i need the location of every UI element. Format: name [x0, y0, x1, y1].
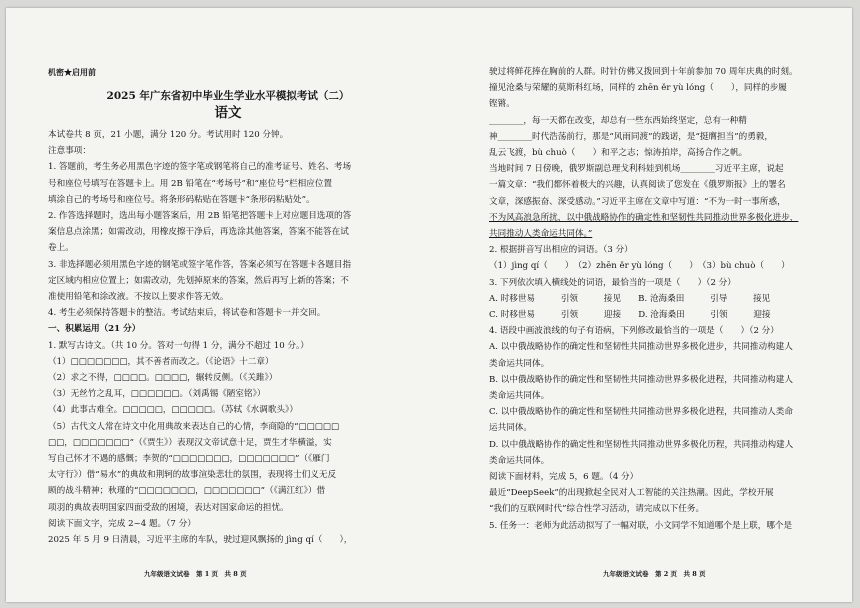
- passage-line: 当地时间 7 日傍晚，俄罗斯副总理戈利科娃到机场________习近平主席，说起: [489, 164, 784, 175]
- section-heading: 一、积累运用（21 分）: [48, 324, 141, 335]
- passage-line: 文章，深感振奋、深受感动。”习近平主席在文章中写道：“不为一时一事所惑，: [489, 196, 786, 207]
- instruction-line: 1. 答题前，考生务必用黑色字迹的签字笔或钢笔将自己的准考证号、姓名、考场: [48, 162, 352, 173]
- question-3: 3. 下列依次填入横线处的词语，最恰当的一项是（ ）（2 分）: [489, 277, 736, 288]
- question-line: 太守行》）借“易水”的典故和荆轲的故事渲染悲壮的氛围，表现将士们义无反: [48, 470, 337, 481]
- passage-line: 一篇文章：“我们都怀着极大的兴趣，认真阅读了您发在《俄罗斯报》上的署名: [489, 180, 786, 191]
- option-line: D. 以中俄战略协作的确定性和坚韧性共同推动世界多极化历程，共同推动构建人: [489, 439, 794, 450]
- page-1: [48, 8, 408, 602]
- page-2: [489, 8, 834, 602]
- confidential-mark: 机密★启用前: [48, 67, 96, 77]
- instruction-line: 号和座位号填写在答题卡上。用 2B 铅笔在“考场号”和“座位号”栏相应位置: [48, 178, 333, 189]
- question-2: 2. 根据拼音写出相应的词语。（3 分）: [489, 245, 633, 256]
- instruction-line: 3. 非选择题必须用黑色字迹的钢笔或签字笔作答，答案必须写在答题卡各题目指: [48, 259, 352, 270]
- question-line: 1. 默写古诗文。（共 10 分。答对一句得 1 分，满分不超过 10 分。）: [48, 340, 309, 351]
- question-4: 4. 语段中画波浪线的句子有语病，下列修改最恰当的一项是（ ）（2 分）: [489, 326, 779, 337]
- question-5: 5. 任务一：老师为此活动拟写了一幅对联，小文同学不知道哪个是上联，哪个是: [489, 520, 793, 531]
- option-line: 运共同体。: [489, 423, 532, 434]
- reading-intro: 阅读下面材料，完成 5，6 题。（4 分）: [489, 472, 639, 483]
- passage-line-underlined: 不为风高浪急所扰，以中俄战略协作的确定性和坚韧性共同推动世界多极化进步，: [489, 212, 799, 223]
- exam-title: 2025 年广东省初中毕业生学业水平模拟考试（二）: [106, 90, 350, 102]
- question-line: 顾的战斗精神；秋瑾的“□□□□□□□，□□□□□□□”（《满江红》）借: [48, 486, 326, 497]
- question-line: （5）古代文人常在诗文中化用典故来表达自己的心情，李商隐的“□□□□□: [48, 421, 340, 432]
- option-line: C. 以中俄战略协作的确定性和坚韧性共同推动世界多极化进程，共同推动人类命: [489, 407, 793, 418]
- passage-line: ________，每一天都在改变，却总有一些东西始终坚定，总有一种精: [489, 115, 747, 126]
- instruction-line: 本试卷共 8 页，21 小题，满分 120 分。考试用时 120 分钟。: [48, 130, 289, 140]
- instruction-line: 准使用铅笔和涂改液。不按以上要求作答无效。: [48, 292, 229, 303]
- reading-intro: 阅读下面文字，完成 2~4 题。（7 分）: [48, 518, 196, 529]
- option-line: A. 时移世易 引领 接见 B. 沧海桑田 引导 接见: [489, 293, 771, 304]
- question-line: （3）无丝竹之乱耳，□□□□□□。（刘禹锡《陋室铭》）: [48, 389, 266, 400]
- passage-line: 撞见沧桑与荣耀的莫斯科红场，同样的 zhēn ěr yù lóng（ ），同样的步履: [489, 83, 787, 94]
- option-line: 类命运共同体。: [489, 391, 550, 402]
- question-2-items: （1）jìng qí（ ） （2）zhēn ěr yù lóng（ ） （3）bù chuò（ ）: [489, 261, 790, 272]
- passage-line-underlined: 共同推动人类命运共同体。”: [489, 229, 593, 240]
- page-footer: 九年级语文试卷 第 2 页 共 8 页: [603, 570, 706, 578]
- passage-line: 驶过将鲜花捧在胸前的人群。时针仿佛又拨回到十年前参加 70 周年庆典的时刻。: [489, 67, 798, 77]
- passage-line: 铿锵。: [489, 99, 515, 110]
- instruction-line: 填涂自己的考场号和座位号。将条形码粘贴在答题卡“条形码粘贴处”。: [48, 194, 315, 205]
- question-line: 项羽的典故表明国家四面受敌的困境，表达对国家命运的担忧。: [48, 502, 289, 513]
- option-line: 类命运共同体。: [489, 358, 550, 369]
- passage-line: 神________时代浩荡前行，那是“风雨同渡”的践诺，是“挺膺担当”的勇毅，: [489, 131, 773, 142]
- question-line: （1）□□□□□□□，其不善者而改之。（《论语》十二章）: [48, 356, 274, 367]
- page-1-body: [48, 127, 408, 548]
- subject-title: 语文: [214, 105, 242, 121]
- instruction-line: 定区域内相应位置上；如需改动，先划掉原来的答案，然后再写上新的答案；不: [48, 275, 349, 286]
- instruction-line: 注意事项：: [48, 146, 91, 157]
- instruction-line: 卷上。: [48, 243, 74, 254]
- option-line: 类命运共同体。: [489, 455, 550, 466]
- question-line: （4）此事古难全。□□□□□，□□□□□。（苏轼《水调歌头》）: [48, 405, 298, 416]
- exam-paper: [6, 8, 852, 602]
- material-line: “我们的互联网时代”综合性学习活动，请完成以下任务。: [489, 504, 705, 515]
- page-footer: 九年级语文试卷 第 1 页 共 8 页: [144, 570, 247, 578]
- material-line: 最近“DeepSeek”的出现掀起全民对人工智能的关注热潮。因此，学校开展: [489, 488, 774, 499]
- question-line: 写自己怀才不遇的感慨；李贺的“□□□□□□□，□□□□□□□”（《雁门: [48, 454, 330, 465]
- instruction-line: 2. 作答选择题时，选出每小题答案后，用 2B 铅笔把答题卡上对应题目选项的答: [48, 211, 352, 222]
- passage-line: 乱云飞渡，bù chuò（ ）和平之志；惊涛拍岸，高扬合作之帆。: [489, 148, 748, 159]
- passage-line: 2025 年 5 月 9 日清晨，习近平主席的车队，驶过迎风飘扬的 jìng qí（ ），: [48, 535, 353, 546]
- question-line: （2）求之不得，□□□□。□□□□，辗转反侧。（《关雎》）: [48, 373, 278, 384]
- option-line: C. 时移世易 引领 迎接 D. 沧海桑田 引领 迎接: [489, 310, 771, 321]
- instruction-line: 案信息点涂黑；如需改动，用橡皮擦干净后，再选涂其他答案，答案不能答在试: [48, 227, 349, 238]
- page-2-body: [489, 64, 834, 534]
- instruction-line: 4. 考生必须保持答题卡的整洁。考试结束后，将试卷和答题卡一并交回。: [48, 308, 326, 319]
- option-line: A. 以中俄战略协作的确定性和坚韧性共同推动世界多极化进步，共同推动构建人: [489, 342, 793, 353]
- option-line: B. 以中俄战略协作的确定性和坚韧性共同推动世界多极化进程，共同推动构建人: [489, 374, 793, 385]
- question-line: □□，□□□□□□□”（《贾生》）表现汉文帝试意十足，贾生才华横溢，实: [48, 437, 332, 448]
